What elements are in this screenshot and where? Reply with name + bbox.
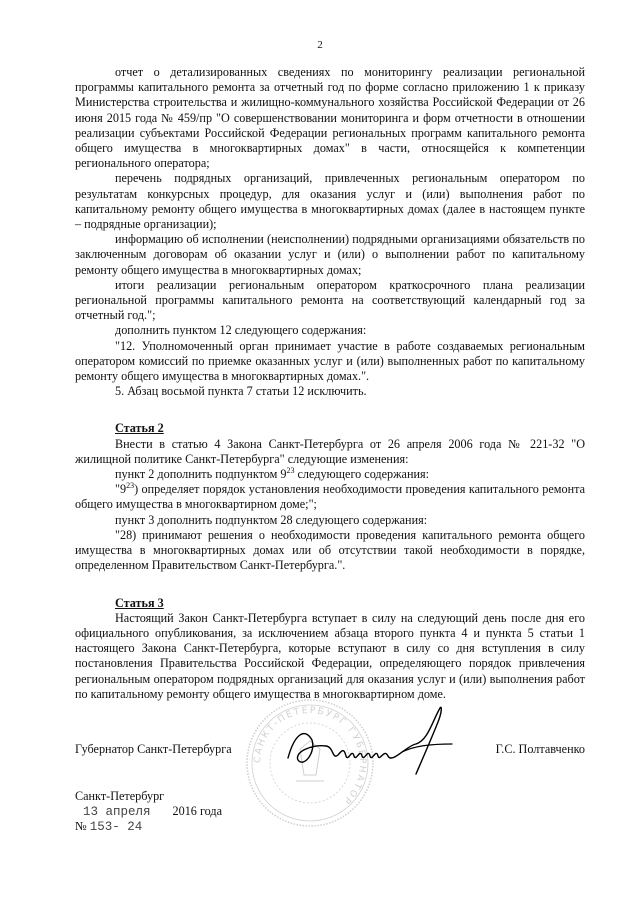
governor-name: Г.С. Полтавченко [495,742,585,756]
article-3-text: Настоящий Закон Санкт-Петербурга вступает в силу на следующий день после дня его официального опубликования, за исключением абзаца второго пункта 4 и пункта 5 статьи 1 настоящего Закона Санкт-Петербурга, которые вступают в силу со дня вступления в силу постановления Правительства Российской Федерации, определяющего порядок привлечения региональным оператором подрядных организаций для оказания услуг и (или) выполнения работ по капитальному ремонту общего имущества в многоквартирном доме. [75,610,585,701]
footer-number-sign: № [75,819,87,833]
footer-date: 13 апреля [83,805,151,819]
paragraph-contractors-list: перечень подрядных организаций, привлеченных региональным оператором по результатам конкурсных процедур, для оказания услуг и (или) выполнения работ по капитальному ремонту общего имущества в многоквартирных домах (далее в настоящем пункте – подрядные организации); [75,171,585,232]
article-2-heading: Статья 2 [115,421,164,436]
paragraph-results: итоги реализации региональным оператором краткосрочного плана реализации региональной программы капитального ремонта на соответствующий календарный год за отчетный год."; [75,277,585,323]
footer-date-line [75,804,222,819]
governor-title: Губернатор Санкт-Петербурга [75,742,232,756]
article-2-item-2: пункт 3 дополнить подпунктом 28 следующего содержания: [115,512,428,527]
article-3-heading: Статья 3 [115,595,164,610]
paragraph-add-item-12: дополнить пунктом 12 следующего содержания: [115,323,367,338]
footer-year: 2016 года [172,804,222,818]
footer-number: 153- 24 [89,820,143,834]
article-2-intro: Внести в статью 4 Закона Санкт-Петербурга от 26 апреля 2006 года № 221-32 "О жилищной политике Санкт-Петербурга" следующие изменения: [75,436,585,466]
footer-city: Санкт-Петербург [75,789,165,803]
document-body [75,65,585,702]
footer-number-line [75,819,222,834]
paragraph-report: отчет о детализированных сведениях по мониторингу реализации региональной программы капитального ремонта за отчетный год по форме согласно приложению 1 к приказу Министерства строительства и жилищно-коммунального хозяйства Российской Федерации от 26 июня 2015 года № 459/пр "О совершенствовании мониторинга и форм отчетности в отношении реализации субъектами Российской Федерации региональных программ капитального ремонта общего имущества в многоквартирных домах" в части, относящейся к компетенции регионального оператора; [75,65,585,171]
paragraph-obligations-info: информацию об исполнении (неисполнении) подрядными организациями обязательств по заключенным договорам об оказании услуг и (или) о выполнении работ по капитальному ремонту общего имущества в многоквартирных домах; [75,232,585,277]
article-2-quote-1: "$9^{23}$) определяет порядок установления необходимости проведения капитального ремонта общего имущества в многоквартирном доме;"; [75,481,585,512]
article-2-quote-2: "28) принимают решения о необходимости проведения капитального ремонта общего имущества в многоквартирных домах или об отсутствии такой необходимости в порядке, определенном Правительством Санкт-Петербурга.". [75,527,585,573]
paragraph-item-12-text: "12. Уполномоченный орган принимает участие в работе создаваемых региональным оператором комиссий по приемке оказанных услуг и (или) выполненных работ по капитальному ремонту общего имущества в многоквартирных домах.". [75,338,585,384]
article-2-item-1: пункт 2 дополнить подпунктом $9^{23}$ следующего содержания: [115,466,430,482]
page-number: 2 [317,39,323,51]
governor-signature [282,700,460,780]
paragraph-item-5: 5. Абзац восьмой пункта 7 статьи 12 исключить. [115,384,367,399]
seal-text: САНКТ-ПЕТЕРБУРГ ГУБЕРНАТОР [252,705,368,807]
signature-row [75,742,585,762]
footer-block [75,789,222,834]
